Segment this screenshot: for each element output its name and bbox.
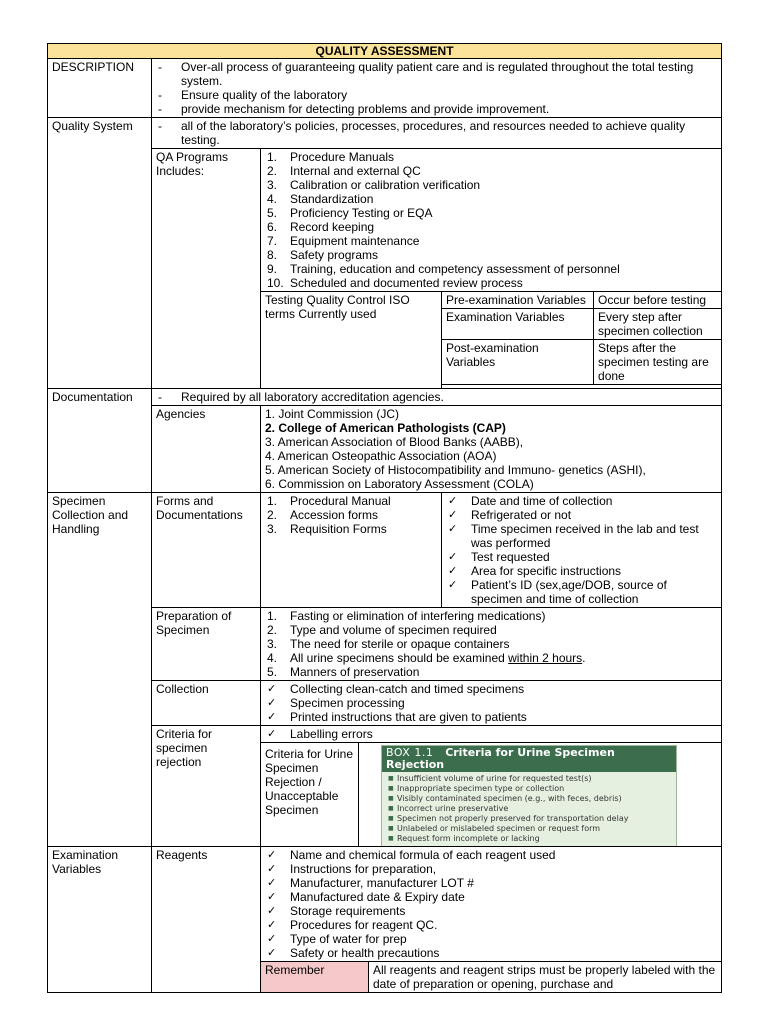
rejection-first-cell xyxy=(261,726,722,743)
form-item xyxy=(265,522,437,536)
qa-program-item-number: 4. xyxy=(267,192,278,206)
qa-program-item-number: 10. xyxy=(267,276,284,290)
variable-description: Every step after specimen collection xyxy=(594,309,722,340)
qa-program-item xyxy=(265,192,717,206)
documentation-requirement-list xyxy=(156,390,717,404)
variable-description: Occur before testing xyxy=(594,292,722,309)
agency-item: 1. Joint Commission (JC) xyxy=(265,407,400,421)
qa-program-item xyxy=(265,164,717,178)
reagents-label: Reagents xyxy=(152,847,261,993)
qa-program-item-text: Calibration or calibration verification xyxy=(290,178,481,192)
form-item-text: Procedural Manual xyxy=(290,494,391,508)
qa-program-item-number: 9. xyxy=(267,262,278,276)
remember-text: All reagents and reagent strips must be properly labeled with the date of preparation or opening, purchase and xyxy=(369,962,722,993)
preparation-item-number: 5. xyxy=(267,665,278,679)
qa-program-item xyxy=(265,150,717,164)
collection-item: ✓ Printed instructions that are given to patients xyxy=(265,710,717,724)
preparation-item-text: Type and volume of specimen required xyxy=(290,623,497,637)
description-item: - Over-all process of guaranteeing quality patient care and is regulated throughout the total testing system. xyxy=(156,60,717,88)
qa-program-item-number: 8. xyxy=(267,248,278,262)
description-item: - Ensure quality of the laboratory xyxy=(156,88,717,102)
collection-item: ✓ Collecting clean-catch and timed specimens xyxy=(265,682,717,696)
preparation-item-text-end: . xyxy=(582,651,586,665)
reagents-list xyxy=(265,848,717,960)
reagent-item: ✓ Type of water for prep xyxy=(265,932,717,946)
reagent-item: ✓ Procedures for reagent QC. xyxy=(265,918,717,932)
preparation-item xyxy=(265,609,717,623)
variable-row xyxy=(442,309,722,340)
preparation-item-number: 4. xyxy=(267,651,278,665)
rejection-box-cell xyxy=(359,743,723,847)
variable-name: Post-examination Variables xyxy=(442,340,594,385)
agency-item: 2. College of American Pathologists (CAP) xyxy=(265,421,506,435)
specimen-label: Specimen Collection and Handling xyxy=(48,493,152,847)
description-label: DESCRIPTION xyxy=(48,59,152,118)
agency-item: 4. American Osteopathic Association (AOA) xyxy=(265,449,497,463)
documentation-label: Documentation xyxy=(48,389,152,493)
preparation-item xyxy=(265,651,717,665)
preparation-label: Preparation of Specimen xyxy=(152,608,261,681)
preparation-cell xyxy=(261,608,722,681)
preparation-item xyxy=(265,637,717,651)
reagents-row xyxy=(48,847,722,962)
document-page xyxy=(47,43,721,993)
form-item-number: 3. xyxy=(267,522,278,536)
document-title: QUALITY ASSESSMENT xyxy=(48,44,722,59)
variables-table xyxy=(441,291,722,385)
rejection-first-list xyxy=(265,727,717,741)
form-item-text: Accession forms xyxy=(290,508,379,522)
rejection-detail-table xyxy=(260,742,722,847)
qa-program-item-text: Record keeping xyxy=(290,220,375,234)
qa-program-item-text: Training, education and competency assessment of personnel xyxy=(290,262,620,276)
form-field-item: ✓ Refrigerated or not xyxy=(446,508,717,522)
form-item xyxy=(265,494,437,508)
qa-program-item xyxy=(265,178,717,192)
reagent-item: ✓ Safety or health precautions xyxy=(265,946,717,960)
rejection-sub-label: Criteria for Urine Specimen Rejection / Unacceptable Specimen xyxy=(261,743,359,847)
qa-program-item-number: 5. xyxy=(267,206,278,220)
forms-row xyxy=(48,493,722,608)
collection-list xyxy=(265,682,717,724)
qa-program-item-text: Internal and external QC xyxy=(290,164,421,178)
agencies-label: Agencies xyxy=(152,406,261,493)
form-field-item: ✓ Test requested xyxy=(446,550,717,564)
criteria-box-item: ■ Inappropriate specimen type or collection xyxy=(388,784,672,794)
quality-system-definition-cell xyxy=(152,118,722,149)
examination-label: Examination Variables xyxy=(48,847,152,993)
rejection-label: Criteria for specimen rejection xyxy=(152,726,261,847)
agencies-cell xyxy=(261,406,722,493)
description-row xyxy=(48,59,722,118)
qa-program-item-number: 6. xyxy=(267,220,278,234)
agency-item: 6. Commission on Laboratory Assessment (COLA) xyxy=(265,477,534,491)
preparation-item-underlined: within 2 hours xyxy=(508,651,583,665)
form-field-item: ✓ Area for specific instructions xyxy=(446,564,717,578)
preparation-list xyxy=(265,609,717,679)
reagent-item: ✓ Name and chemical formula of each reagent used xyxy=(265,848,717,862)
reagent-item: ✓ Instructions for preparation, xyxy=(265,862,717,876)
qa-program-item-text: Proficiency Testing or EQA xyxy=(290,206,433,220)
preparation-item xyxy=(265,623,717,637)
variable-description: Steps after the specimen testing are done xyxy=(594,340,722,385)
remember-cell xyxy=(261,962,722,993)
qa-program-item xyxy=(265,276,717,290)
qa-program-item-text: Equipment maintenance xyxy=(290,234,420,248)
qa-program-item xyxy=(265,234,717,248)
form-field-item: ✓ Patient’s ID (sex,age/DOB, source of specimen and time of collection xyxy=(446,578,717,606)
qa-program-item-number: 7. xyxy=(267,234,278,248)
forms-label: Forms and Documentations xyxy=(152,493,261,608)
reagent-item: ✓ Manufacturer, manufacturer LOT # xyxy=(265,876,717,890)
form-fields-list xyxy=(446,494,717,606)
collection-label: Collection xyxy=(152,681,261,726)
variable-name: Examination Variables xyxy=(442,309,594,340)
preparation-item-number: 2. xyxy=(267,623,278,637)
preparation-item-text: The need for sterile or opaque containers xyxy=(290,637,510,651)
quality-system-row xyxy=(48,118,722,149)
forms-list xyxy=(265,494,437,536)
quality-system-definition-list xyxy=(156,119,717,147)
collection-item: ✓ Specimen processing xyxy=(265,696,717,710)
qa-program-item-text: Scheduled and documented review process xyxy=(290,276,523,290)
form-field-item: ✓ Time specimen received in the lab and test was performed xyxy=(446,522,717,550)
reagents-cell xyxy=(261,847,722,962)
description-item: - provide mechanism for detecting problems and provide improvement. xyxy=(156,102,717,116)
preparation-item-text: Fasting or elimination of interfering medications) xyxy=(290,609,546,623)
rejection-detail-cell xyxy=(261,743,722,847)
criteria-box-item: ■ Request form incomplete or lacking xyxy=(388,834,672,844)
variable-row xyxy=(442,292,722,309)
form-item xyxy=(265,508,437,522)
form-fields-cell xyxy=(442,493,722,608)
criteria-box-item: ■ Unlabeled or mislabeled specimen or request form xyxy=(388,824,672,834)
qa-program-item xyxy=(265,220,717,234)
qa-program-item-number: 1. xyxy=(267,150,278,164)
qa-program-item-text: Procedure Manuals xyxy=(290,150,395,164)
variables-cell xyxy=(442,292,722,389)
documentation-row xyxy=(48,389,722,406)
remember-label: Remember xyxy=(261,962,369,993)
forms-cell xyxy=(261,493,442,608)
qa-program-item xyxy=(265,248,717,262)
reagent-item: ✓ Manufactured date & Expiry date xyxy=(265,890,717,904)
criteria-box-label: BOX 1.1 xyxy=(386,745,434,759)
qa-program-item-number: 2. xyxy=(267,164,278,178)
preparation-item-number: 1. xyxy=(267,609,278,623)
qa-program-item-text: Safety programs xyxy=(290,248,379,262)
qa-programs-cell xyxy=(261,149,722,292)
quality-system-definition: - all of the laboratory’s policies, processes, procedures, and resources needed to achieve quality testing. xyxy=(156,119,717,147)
criteria-box-item: ■ Insufficient volume of urine for requested test(s) xyxy=(388,774,672,784)
collection-cell xyxy=(261,681,722,726)
agency-item: 3. American Association of Blood Banks (AABB), xyxy=(265,435,524,449)
qa-program-item xyxy=(265,262,717,276)
criteria-box-list xyxy=(382,772,676,846)
remember-table xyxy=(260,961,722,993)
rejection-first-item: ✓ Labelling errors xyxy=(265,727,717,741)
preparation-item-number: 3. xyxy=(267,637,278,651)
description-content xyxy=(152,59,722,118)
variable-row xyxy=(442,340,722,385)
criteria-box-item: ■ Specimen not properly preserved for transportation delay xyxy=(388,814,672,824)
testing-qc-label: Testing Quality Control ISO terms Currently used xyxy=(261,292,442,389)
preparation-item-text: Manners of preservation xyxy=(290,665,420,679)
qa-programs-label: QA Programs Includes: xyxy=(152,149,261,389)
documentation-requirement-cell xyxy=(152,389,722,406)
description-list xyxy=(156,60,717,116)
form-item-number: 2. xyxy=(267,508,278,522)
agencies-list xyxy=(265,407,717,491)
qa-program-item-number: 3. xyxy=(267,178,278,192)
criteria-box-item: ■ Visibly contaminated specimen (e.g., with feces, debris) xyxy=(388,794,672,804)
preparation-item xyxy=(265,665,717,679)
criteria-box-title: Criteria for Urine Specimen Rejection xyxy=(386,745,615,771)
reagent-item: ✓ Storage requirements xyxy=(265,904,717,918)
quality-assessment-table xyxy=(47,43,722,993)
form-item-text: Requisition Forms xyxy=(290,522,387,536)
variable-name: Pre-examination Variables xyxy=(442,292,594,309)
title-row xyxy=(48,44,722,59)
form-item-number: 1. xyxy=(267,494,278,508)
criteria-box xyxy=(381,745,677,847)
qa-program-item xyxy=(265,206,717,220)
quality-system-label: Quality System xyxy=(48,118,152,389)
qa-program-item-text: Standardization xyxy=(290,192,374,206)
agency-item: 5. American Society of Histocompatibility and Immuno- genetics (ASHI), xyxy=(265,463,646,477)
criteria-box-header xyxy=(382,746,676,772)
qa-programs-list xyxy=(265,150,717,290)
criteria-box-item: ■ Incorrect urine preservative xyxy=(388,804,672,814)
documentation-requirement: - Required by all laboratory accreditation agencies. xyxy=(156,390,717,404)
form-field-item: ✓ Date and time of collection xyxy=(446,494,717,508)
preparation-item-text: All urine specimens should be examined xyxy=(290,651,509,665)
